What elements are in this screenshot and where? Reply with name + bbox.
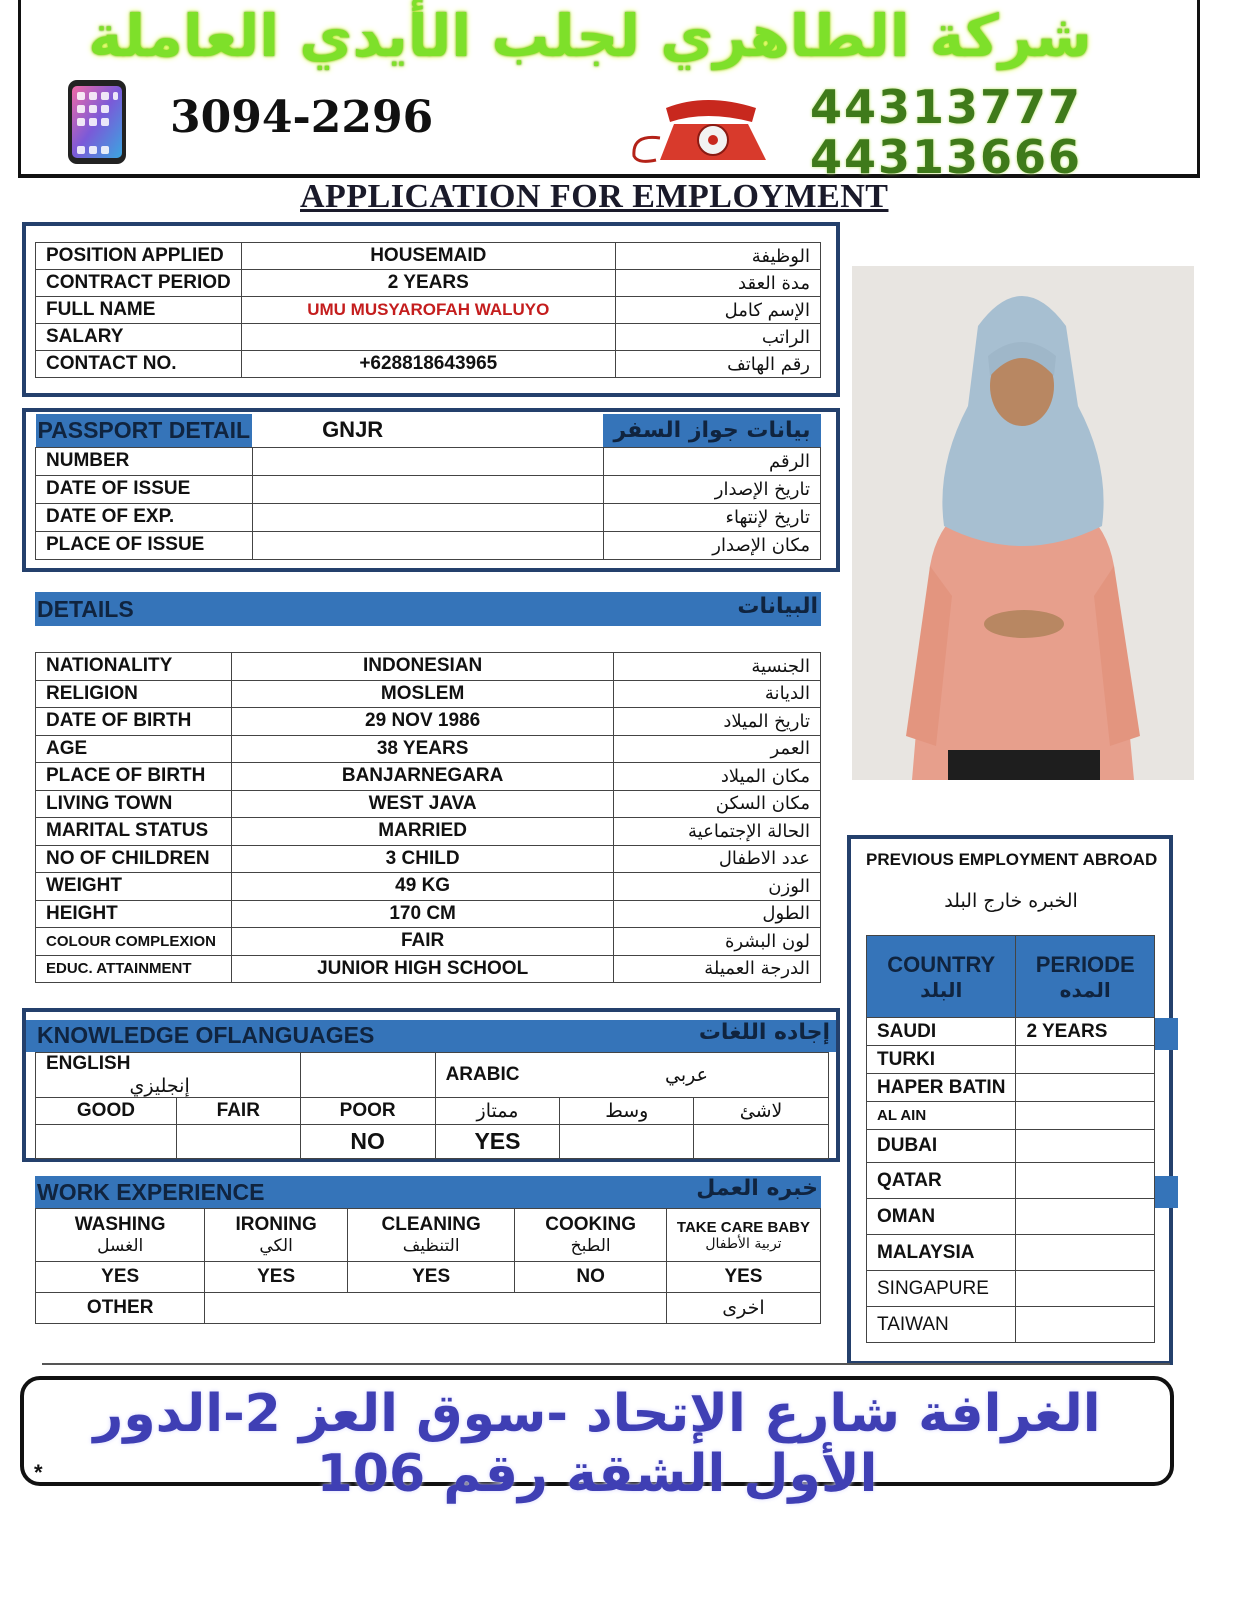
- row-label: DATE OF BIRTH: [36, 708, 232, 736]
- work-table: [35, 1208, 821, 1324]
- full-name-value: UMU MUSYAROFAH WALUYO: [241, 297, 615, 324]
- row-label-ar: تاريخ الإصدار: [603, 475, 820, 503]
- country-cell: TURKI: [867, 1046, 1016, 1074]
- passport-header-row: [36, 414, 821, 447]
- row-label: NUMBER: [36, 447, 253, 475]
- previous-header-row: [867, 936, 1155, 1018]
- table-row: [36, 503, 821, 531]
- row-label: FULL NAME: [36, 297, 242, 324]
- row-label: RELIGION: [36, 680, 232, 708]
- row-label-ar: لون البشرة: [614, 928, 821, 956]
- row-value: [252, 531, 603, 559]
- row-label: SALARY: [36, 324, 242, 351]
- table-row: [36, 324, 821, 351]
- side-strip: [1154, 1176, 1178, 1208]
- period-header: PERIODE المده: [1016, 936, 1155, 1018]
- row-value: BANJARNEGARA: [231, 763, 613, 791]
- table-row: [36, 735, 821, 763]
- table-row: [36, 531, 821, 559]
- skill-values-row: [36, 1262, 821, 1293]
- passport-heading-ar: بيانات جواز السفر: [603, 414, 820, 447]
- row-label: AGE: [36, 735, 232, 763]
- row-value: 2 YEARS: [241, 270, 615, 297]
- skills-row: [36, 1209, 821, 1262]
- table-row: [36, 955, 821, 983]
- period-cell: [1016, 1163, 1155, 1199]
- level-value: [694, 1125, 829, 1159]
- table-row: [867, 1074, 1155, 1102]
- table-row: [867, 1199, 1155, 1235]
- english-cell: [300, 1053, 435, 1098]
- row-label: POSITION APPLIED: [36, 243, 242, 270]
- row-label-ar: الديانة: [614, 680, 821, 708]
- language-values-row: [36, 1125, 829, 1159]
- row-label: CONTACT NO.: [36, 351, 242, 378]
- table-row: [867, 1307, 1155, 1343]
- languages-heading-ar: إجاده اللغات: [698, 1020, 830, 1045]
- level-value: [176, 1125, 300, 1159]
- row-value: WEST JAVA: [231, 790, 613, 818]
- skill-value: NO: [515, 1262, 667, 1293]
- row-label: NATIONALITY: [36, 653, 232, 681]
- footnote-mark: *: [34, 1460, 43, 1485]
- table-row: [36, 447, 821, 475]
- other-value: [205, 1293, 667, 1324]
- table-row: [36, 818, 821, 846]
- row-value: FAIR: [231, 928, 613, 956]
- row-label: DATE OF EXP.: [36, 503, 253, 531]
- table-row: [867, 1130, 1155, 1163]
- country-cell: OMAN: [867, 1199, 1016, 1235]
- period-cell: [1016, 1102, 1155, 1130]
- row-label-ar: الحالة الإجتماعية: [614, 818, 821, 846]
- row-value: MARRIED: [231, 818, 613, 846]
- row-label: PLACE OF ISSUE: [36, 531, 253, 559]
- office-address: الغرافة شارع الإتحاد -سوق العز 2-الدور الأول الشقة رقم 106: [93, 1384, 1101, 1504]
- level-label: POOR: [300, 1098, 435, 1125]
- english-label: ENGLISH إنجليزي: [36, 1053, 301, 1098]
- table-row: [36, 763, 821, 791]
- row-value: 170 CM: [231, 900, 613, 928]
- row-value: [241, 324, 615, 351]
- mobile-number: 3094-2296: [170, 92, 434, 143]
- table-row: [36, 708, 821, 736]
- row-label: PLACE OF BIRTH: [36, 763, 232, 791]
- row-label-ar: رقم الهاتف: [615, 351, 820, 378]
- table-row: [36, 653, 821, 681]
- period-cell: [1016, 1130, 1155, 1163]
- level-label: FAIR: [176, 1098, 300, 1125]
- level-label: ممتاز: [435, 1098, 560, 1125]
- work-heading: WORK EXPERIENCE: [37, 1179, 265, 1205]
- level-label: GOOD: [36, 1098, 177, 1125]
- passport-heading: PASSPORT DETAIL: [36, 414, 253, 447]
- language-names-row: [36, 1053, 829, 1098]
- row-label-ar: مكان الإصدار: [603, 531, 820, 559]
- row-value: 38 YEARS: [231, 735, 613, 763]
- level-value: YES: [435, 1125, 560, 1159]
- country-cell: TAIWAN: [867, 1307, 1016, 1343]
- previous-employment-title: PREVIOUS EMPLOYMENT ABROAD: [866, 850, 1158, 869]
- row-label: LIVING TOWN: [36, 790, 232, 818]
- row-label-ar: مكان السكن: [614, 790, 821, 818]
- row-value: +628818643965: [241, 351, 615, 378]
- language-levels-row: [36, 1098, 829, 1125]
- row-label-ar: مدة العقد: [615, 270, 820, 297]
- languages-heading: KNOWLEDGE OFLANGUAGES: [37, 1022, 375, 1048]
- skill-cell: COOKING الطبخ: [515, 1209, 667, 1262]
- table-row: [36, 873, 821, 901]
- languages-table: [35, 1052, 829, 1159]
- row-value: [252, 475, 603, 503]
- row-label-ar: الطول: [614, 900, 821, 928]
- row-label-ar: الوظيفة: [615, 243, 820, 270]
- passport-value: GNJR: [322, 417, 384, 443]
- level-label: لاشئ: [694, 1098, 829, 1125]
- period-cell: [1016, 1046, 1155, 1074]
- skill-value: YES: [666, 1262, 820, 1293]
- company-name: شركة الطاهري لجلب الأيدي العاملة: [88, 2, 1092, 70]
- footer-divider: [42, 1363, 1170, 1365]
- table-row: [36, 475, 821, 503]
- skill-value: YES: [205, 1262, 348, 1293]
- skill-cell: IRONING الكي: [205, 1209, 348, 1262]
- row-label-ar: الجنسية: [614, 653, 821, 681]
- row-label: CONTRACT PERIOD: [36, 270, 242, 297]
- row-value: JUNIOR HIGH SCHOOL: [231, 955, 613, 983]
- previous-employment-table: [866, 935, 1155, 1343]
- country-cell: QATAR: [867, 1163, 1016, 1199]
- level-value: [560, 1125, 694, 1159]
- skill-cell: WASHING الغسل: [36, 1209, 205, 1262]
- landline-number-1: 44313777: [810, 80, 1083, 134]
- period-cell: 2 YEARS: [1016, 1018, 1155, 1046]
- row-label: EDUC. ATTAINMENT: [36, 955, 232, 983]
- skill-cell: TAKE CARE BABY تربية الأطفال: [666, 1209, 820, 1262]
- details-table: [35, 652, 821, 983]
- previous-employment-title-ar: الخبره خارج البلد: [944, 890, 1078, 912]
- country-cell: DUBAI: [867, 1130, 1016, 1163]
- row-label-ar: الوزن: [614, 873, 821, 901]
- country-cell: HAPER BATIN: [867, 1074, 1016, 1102]
- row-value: 49 KG: [231, 873, 613, 901]
- table-row: [36, 270, 821, 297]
- other-row: [36, 1293, 821, 1324]
- row-label-ar: تاريخ الميلاد: [614, 708, 821, 736]
- table-row: [867, 1018, 1155, 1046]
- row-value: HOUSEMAID: [241, 243, 615, 270]
- period-cell: [1016, 1307, 1155, 1343]
- table-row: [36, 845, 821, 873]
- skill-value: YES: [347, 1262, 514, 1293]
- row-value: MOSLEM: [231, 680, 613, 708]
- level-value: [36, 1125, 177, 1159]
- details-heading: DETAILS: [37, 596, 134, 622]
- table-row: [36, 900, 821, 928]
- arabic-label: ARABIC عربي: [435, 1053, 828, 1098]
- row-value: 29 NOV 1986: [231, 708, 613, 736]
- row-value: INDONESIAN: [231, 653, 613, 681]
- work-heading-ar: خبره العمل: [696, 1176, 818, 1201]
- table-row: [867, 1271, 1155, 1307]
- row-label-ar: تاريخ لإنتهاء: [603, 503, 820, 531]
- row-value: [252, 503, 603, 531]
- row-label: DATE OF ISSUE: [36, 475, 253, 503]
- country-cell: SINGAPURE: [867, 1271, 1016, 1307]
- mobile-phone-icon: [66, 78, 128, 166]
- position-table: [35, 242, 821, 378]
- telephone-icon: [626, 94, 786, 166]
- page-title: APPLICATION FOR EMPLOYMENT: [300, 178, 889, 215]
- row-label: HEIGHT: [36, 900, 232, 928]
- row-label-ar: عدد الاطفال: [614, 845, 821, 873]
- country-cell: MALAYSIA: [867, 1235, 1016, 1271]
- period-cell: [1016, 1074, 1155, 1102]
- applicant-photo: [852, 266, 1194, 780]
- other-label: OTHER: [36, 1293, 205, 1324]
- row-label-ar: الإسم كامل: [615, 297, 820, 324]
- table-row: [867, 1235, 1155, 1271]
- details-heading-ar: البيانات: [737, 594, 818, 619]
- row-label-ar: الرقم: [603, 447, 820, 475]
- other-label-ar: اخرى: [666, 1293, 820, 1324]
- skill-cell: CLEANING التنظيف: [347, 1209, 514, 1262]
- row-label: WEIGHT: [36, 873, 232, 901]
- level-label: وسط: [560, 1098, 694, 1125]
- row-label: MARITAL STATUS: [36, 818, 232, 846]
- period-cell: [1016, 1235, 1155, 1271]
- period-cell: [1016, 1199, 1155, 1235]
- table-row: [867, 1102, 1155, 1130]
- level-value: NO: [300, 1125, 435, 1159]
- table-row: [36, 790, 821, 818]
- country-cell: AL AIN: [867, 1102, 1016, 1130]
- table-row: [36, 928, 821, 956]
- row-label: NO OF CHILDREN: [36, 845, 232, 873]
- row-label-ar: الدرجة العميلة: [614, 955, 821, 983]
- row-label-ar: العمر: [614, 735, 821, 763]
- landline-number-2: 44313666: [810, 130, 1083, 184]
- side-strip: [1154, 1018, 1178, 1050]
- skill-value: YES: [36, 1262, 205, 1293]
- table-row: [36, 680, 821, 708]
- table-row: [36, 351, 821, 378]
- country-cell: SAUDI: [867, 1018, 1016, 1046]
- row-value: 3 CHILD: [231, 845, 613, 873]
- passport-table: [35, 414, 821, 560]
- country-header: COUNTRY البلد: [867, 936, 1016, 1018]
- row-label-ar: الراتب: [615, 324, 820, 351]
- table-row: [36, 243, 821, 270]
- row-value: [252, 447, 603, 475]
- period-cell: [1016, 1271, 1155, 1307]
- row-label-ar: مكان الميلاد: [614, 763, 821, 791]
- table-row: [36, 297, 821, 324]
- row-label: COLOUR COMPLEXION: [36, 928, 232, 956]
- table-row: [867, 1046, 1155, 1074]
- table-row: [867, 1163, 1155, 1199]
